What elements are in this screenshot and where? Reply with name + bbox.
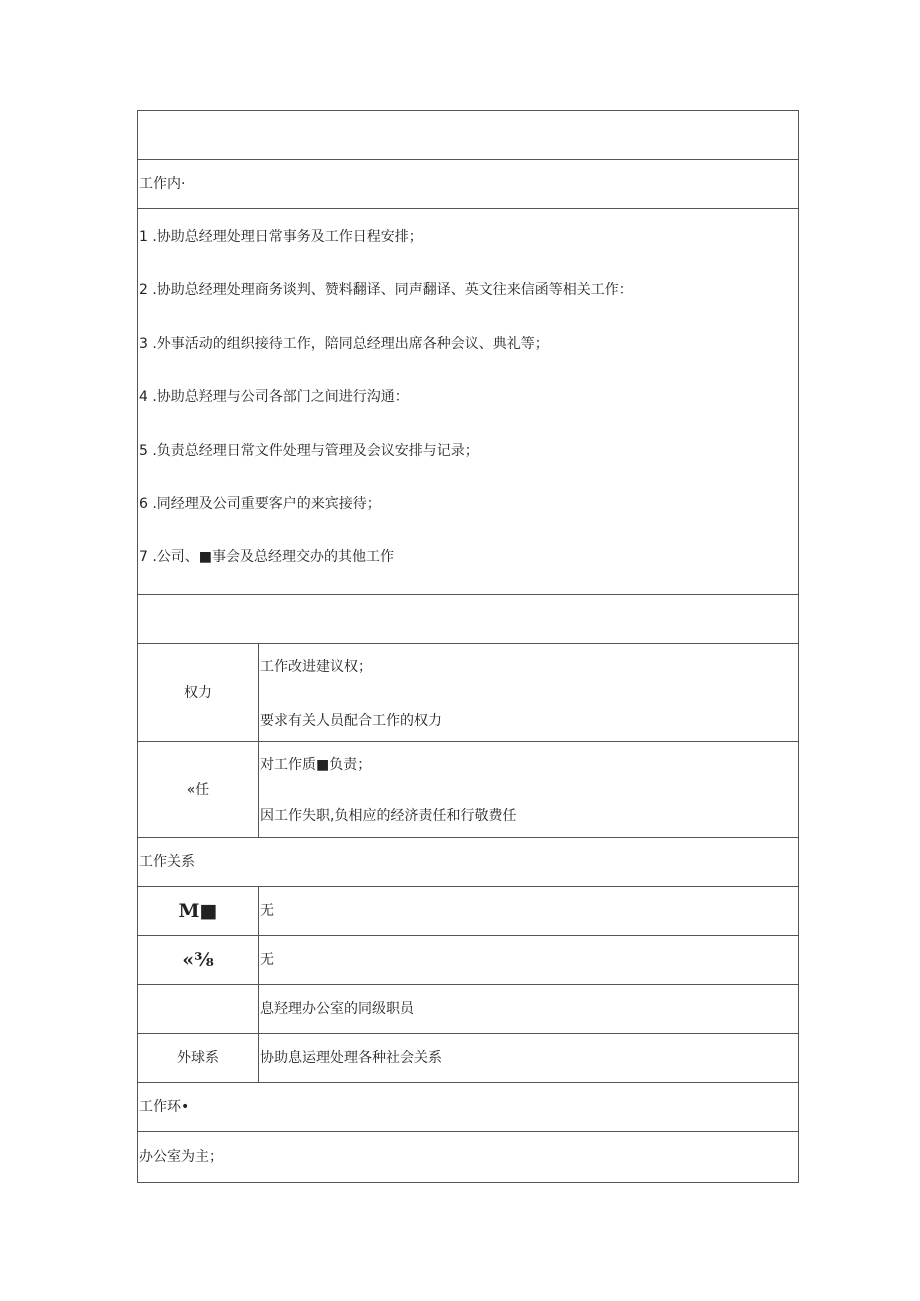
authority-row [137, 644, 799, 742]
relation-value: 无 [260, 952, 274, 968]
relation-row [137, 985, 799, 1034]
responsibility-label: «任 [138, 742, 259, 837]
relation-value: 息羟理办公室的同级职员 [260, 1001, 414, 1017]
relation-label: «⅜ [138, 936, 259, 984]
blank-row [137, 595, 799, 644]
table-title-row [137, 110, 799, 160]
duty-item-6: 6 .同经理及公司重要客户的来宾接待； [139, 496, 381, 512]
duty-item-4: 4 .协助总羟理与公司各部门之间进行沟通： [139, 389, 409, 405]
relation-row [137, 936, 799, 985]
environment-heading-row [137, 1083, 799, 1132]
duty-item-1: 1 .协助总经理处理日常事务及工作日程安排； [139, 229, 423, 245]
responsibility-row [137, 742, 799, 838]
relations-heading: 工作关系 [139, 854, 195, 870]
authority-line-1: 工作改进建议权； [260, 659, 372, 675]
duty-item-7: 7 .公司、■事会及总经理交办的其他工作 [139, 549, 395, 565]
relation-row [137, 887, 799, 936]
work-content-heading: 工作内· [139, 176, 186, 192]
relation-value: 协助息运理处理各种社会关系 [260, 1050, 442, 1066]
relation-label [138, 985, 259, 1033]
duty-item-5: 5 .负责总经理日常文件处理与管理及会议安排与记录； [139, 443, 479, 459]
relation-row [137, 1034, 799, 1083]
responsibility-line-2: 因工作失职,负相应的经济责任和行敬费任 [260, 808, 517, 824]
authority-line-2: 要求有关人员配合工作的权力 [260, 713, 442, 729]
job-description-table [137, 110, 799, 1183]
authority-value [259, 644, 798, 741]
authority-label: 权力 [138, 644, 259, 741]
responsibility-line-1: 对工作质■负责； [260, 757, 372, 773]
environment-value-row [137, 1132, 799, 1183]
environment-value: 办公室为主； [139, 1149, 223, 1165]
environment-heading: 工作环• [139, 1099, 190, 1115]
duties-cell [137, 209, 799, 595]
duty-item-3: 3 .外事活动的组织接待工作，陪同总经理出席各种会议、典礼等； [139, 336, 549, 352]
responsibility-value [259, 742, 798, 837]
relation-label: M■ [138, 887, 259, 935]
work-content-heading-row [137, 160, 799, 209]
relations-heading-row [137, 838, 799, 887]
relation-value: 无 [260, 903, 274, 919]
relation-label: 外球系 [138, 1034, 259, 1082]
duty-item-2: 2 .协助总经理处理商务谈判、赞料翻译、同声翻译、英文往来信函等相关工作： [139, 282, 633, 298]
